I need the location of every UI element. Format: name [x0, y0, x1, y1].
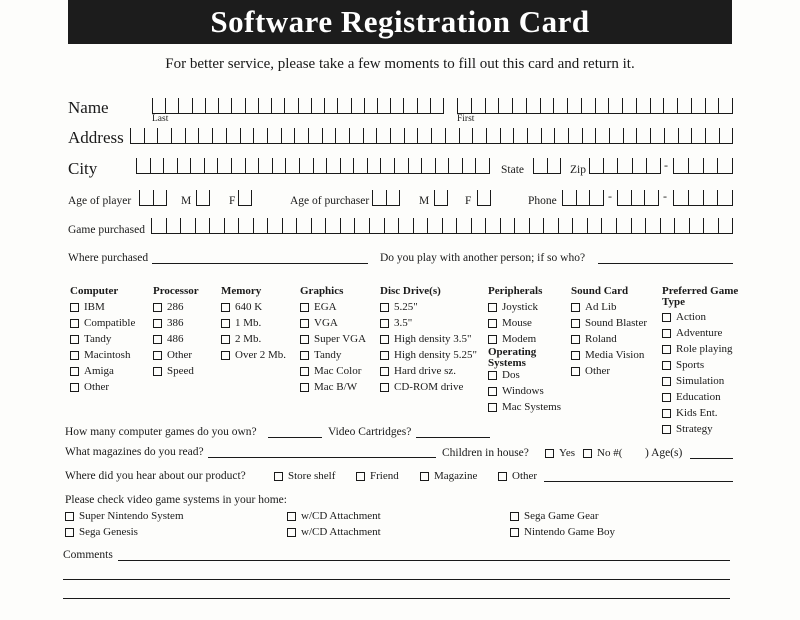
graphics-checkbox[interactable]	[300, 303, 309, 312]
graphics-option[interactable]	[300, 317, 338, 329]
snes-text: Super Nintendo System	[79, 510, 184, 522]
city-boxes[interactable]	[136, 158, 490, 174]
state-label: State	[501, 164, 524, 176]
disc-checkbox[interactable]	[380, 351, 389, 360]
hear-magazine[interactable]	[420, 470, 477, 482]
processor-heading: Processor	[153, 285, 199, 297]
disc-option-label: 3.5"	[394, 317, 413, 329]
processor-option[interactable]	[153, 333, 184, 345]
subtitle: For better service, please take a few moments to fill out this card and return it.	[165, 56, 635, 72]
store-shelf-text: Store shelf	[288, 470, 336, 482]
disc-option[interactable]	[380, 301, 418, 313]
peripherals-option[interactable]	[488, 301, 538, 313]
graphics-option[interactable]	[300, 301, 337, 313]
yes-text: Yes	[559, 447, 576, 459]
genre-checkbox[interactable]	[662, 329, 671, 338]
genre-checkbox[interactable]	[662, 393, 671, 402]
m2-box[interactable]	[434, 190, 448, 206]
processor-checkbox[interactable]	[153, 351, 162, 360]
sound-checkbox[interactable]	[571, 367, 580, 376]
disc-option[interactable]	[380, 349, 477, 361]
sound-option-label: Media Vision	[585, 349, 645, 361]
memory-option-label: 640 K	[235, 301, 263, 313]
processor-option-label: Speed	[167, 365, 194, 377]
processor-checkbox[interactable]	[153, 319, 162, 328]
memory-checkbox[interactable]	[221, 335, 230, 344]
computer-option[interactable]	[70, 301, 105, 313]
genre-checkbox[interactable]	[662, 313, 671, 322]
name-label: Name	[68, 98, 109, 117]
sound-checkbox[interactable]	[571, 351, 580, 360]
computer-option[interactable]	[70, 333, 111, 345]
yes-option[interactable]	[545, 447, 575, 459]
os-option-label: Windows	[502, 385, 544, 397]
zip-label: Zip	[570, 164, 586, 176]
play-with-label: Do you play with another person; if so who?	[380, 252, 586, 264]
hear-other-line[interactable]	[544, 481, 733, 482]
disc-option[interactable]	[380, 333, 472, 345]
sound-option[interactable]	[571, 317, 647, 329]
graphics-checkbox[interactable]	[300, 319, 309, 328]
genre-2-heading: Type	[662, 296, 686, 308]
genre-option-label: Action	[676, 311, 706, 323]
genre-option-label: Simulation	[676, 375, 725, 387]
cd1-text: w/CD Attachment	[301, 510, 381, 522]
graphics-heading: Graphics	[300, 285, 344, 297]
memory-option-label: 1 Mb.	[235, 317, 262, 329]
game-boy-text: Nintendo Game Boy	[524, 526, 616, 538]
processor-option-label: 286	[167, 301, 184, 313]
graphics-option-label: Super VGA	[314, 333, 367, 345]
genre-heading: Preferred Game	[662, 285, 739, 297]
memory-option[interactable]	[221, 349, 286, 361]
comments-label: Comments	[63, 549, 113, 561]
age-player-boxes[interactable]	[139, 190, 167, 206]
where-purchased-line[interactable]	[152, 263, 368, 264]
graphics-option[interactable]	[300, 333, 366, 345]
graphics-checkbox[interactable]	[300, 351, 309, 360]
genre-option-label: Role playing	[676, 343, 733, 355]
f2-label: F	[465, 195, 472, 207]
computer-option[interactable]	[70, 365, 114, 377]
disc-option-label: High density 5.25"	[394, 349, 478, 361]
no-checkbox[interactable]	[583, 449, 592, 458]
disc-option-label: High density 3.5"	[394, 333, 472, 345]
system-game-boy[interactable]	[510, 526, 615, 538]
magazines-label: What magazines do you read?	[65, 446, 204, 458]
genre-option[interactable]	[662, 391, 721, 403]
video-cart-line[interactable]	[416, 437, 490, 438]
sound-checkbox[interactable]	[571, 319, 580, 328]
graphics-checkbox[interactable]	[300, 383, 309, 392]
os-option-label: Mac Systems	[502, 401, 561, 413]
os-option[interactable]	[488, 385, 544, 397]
memory-heading: Memory	[221, 285, 262, 297]
sound-option-label: Ad Lib	[585, 301, 617, 313]
peripherals-option-label: Joystick	[502, 301, 539, 313]
disc-checkbox[interactable]	[380, 319, 389, 328]
address-boxes[interactable]	[130, 128, 733, 144]
game-gear-checkbox[interactable]	[510, 512, 519, 521]
check-systems-label: Please check video game systems in your home:	[65, 494, 287, 506]
m2-label: M	[419, 195, 430, 207]
disc-checkbox[interactable]	[380, 303, 389, 312]
genre-option[interactable]	[662, 311, 706, 323]
computer-option-label: Amiga	[84, 365, 114, 377]
disc-option-label: CD-ROM drive	[394, 381, 464, 393]
memory-checkbox[interactable]	[221, 319, 230, 328]
graphics-checkbox[interactable]	[300, 335, 309, 344]
magazine-text: Magazine	[434, 470, 478, 482]
graphics-option-label: Mac Color	[314, 365, 362, 377]
magazines-line[interactable]	[208, 457, 436, 458]
disc-option-label: Hard drive sz.	[394, 365, 457, 377]
computer-checkbox[interactable]	[70, 335, 79, 344]
age-purchaser-label: Age of purchaser	[290, 195, 370, 207]
memory-checkbox[interactable]	[221, 351, 230, 360]
play-with-line[interactable]	[598, 263, 733, 264]
processor-checkbox[interactable]	[153, 367, 162, 376]
memory-option[interactable]	[221, 317, 261, 329]
os-2-heading: Systems	[488, 357, 526, 369]
hear-store-shelf[interactable]	[274, 470, 335, 482]
sound-option-label: Other	[585, 365, 611, 377]
store-shelf-checkbox[interactable]	[274, 472, 283, 481]
game-gear-text: Sega Game Gear	[524, 510, 599, 522]
no-text: No #(	[597, 447, 623, 459]
f-label: F	[229, 195, 236, 207]
phone-area-boxes[interactable]	[562, 190, 604, 206]
title-banner: Software Registration Card	[68, 0, 732, 44]
no-option[interactable]	[583, 447, 622, 459]
first-name-boxes[interactable]	[457, 98, 733, 114]
last-name-boxes[interactable]	[152, 98, 444, 114]
disc-option-label: 5.25"	[394, 301, 418, 313]
processor-option[interactable]	[153, 349, 192, 361]
computer-option-label: IBM	[84, 301, 105, 313]
m-label: M	[181, 195, 192, 207]
zip-boxes[interactable]	[589, 158, 661, 174]
os-option-label: Dos	[502, 369, 520, 381]
os-heading: Operating	[488, 346, 537, 358]
genre-option[interactable]	[662, 327, 722, 339]
graphics-option-label: Tandy	[314, 349, 342, 361]
system-snes[interactable]	[65, 510, 184, 522]
system-cd-2[interactable]	[287, 526, 381, 538]
comments-line-2[interactable]	[63, 579, 730, 580]
game-purchased-label: Game purchased	[68, 224, 145, 236]
processor-checkbox[interactable]	[153, 335, 162, 344]
computer-checkbox[interactable]	[70, 303, 79, 312]
peripherals-heading: Peripherals	[488, 285, 543, 297]
how-many-line[interactable]	[268, 437, 322, 438]
genesis-checkbox[interactable]	[65, 528, 74, 537]
other-text: Other	[512, 470, 538, 482]
age-purchaser-boxes[interactable]	[372, 190, 400, 206]
computer-checkbox[interactable]	[70, 351, 79, 360]
peripherals-option-label: Mouse	[502, 317, 532, 329]
memory-option-label: Over 2 Mb.	[235, 349, 287, 361]
processor-option-label: 386	[167, 317, 184, 329]
children-label: Children in house?	[442, 447, 529, 459]
sound-checkbox[interactable]	[571, 335, 580, 344]
processor-checkbox[interactable]	[153, 303, 162, 312]
peripherals-option-label: Modem	[502, 333, 537, 345]
computer-heading: Computer	[70, 285, 119, 297]
os-checkbox[interactable]	[488, 403, 497, 412]
system-genesis[interactable]	[65, 526, 138, 538]
phone-label: Phone	[528, 195, 557, 207]
memory-checkbox[interactable]	[221, 303, 230, 312]
sound-option[interactable]	[571, 333, 617, 345]
city-label: City	[68, 159, 98, 178]
cd2-checkbox[interactable]	[287, 528, 296, 537]
os-checkbox[interactable]	[488, 371, 497, 380]
graphics-option[interactable]	[300, 381, 357, 393]
sound-checkbox[interactable]	[571, 303, 580, 312]
memory-option[interactable]	[221, 301, 262, 313]
processor-option-label: Other	[167, 349, 193, 361]
where-purchased-label: Where purchased	[68, 252, 149, 264]
age-player-label: Age of player	[68, 195, 132, 207]
genre-option-label: Adventure	[676, 327, 723, 339]
memory-option[interactable]	[221, 333, 261, 345]
processor-option[interactable]	[153, 365, 194, 377]
genre-option-label: Kids Ent.	[676, 407, 718, 419]
genre-option[interactable]	[662, 359, 704, 371]
genre-checkbox[interactable]	[662, 361, 671, 370]
graphics-option[interactable]	[300, 349, 341, 361]
video-cart-label: Video Cartridges?	[328, 426, 412, 438]
genre-checkbox[interactable]	[662, 345, 671, 354]
hear-label: Where did you hear about our product?	[65, 470, 246, 482]
comments-line-1[interactable]	[118, 560, 730, 561]
address-label: Address	[68, 128, 124, 147]
genre-option[interactable]	[662, 423, 713, 435]
computer-option[interactable]	[70, 317, 135, 329]
graphics-option-label: EGA	[314, 301, 337, 313]
peripherals-checkbox[interactable]	[488, 319, 497, 328]
sound-heading: Sound Card	[571, 285, 629, 297]
hear-friend[interactable]	[356, 470, 399, 482]
computer-option-label: Compatible	[84, 317, 136, 329]
graphics-checkbox[interactable]	[300, 367, 309, 376]
ages-label: ) Age(s)	[645, 447, 683, 459]
graphics-option-label: Mac B/W	[314, 381, 358, 393]
genre-checkbox[interactable]	[662, 425, 671, 434]
os-option[interactable]	[488, 401, 561, 413]
how-many-label: How many computer games do you own?	[65, 426, 257, 438]
genesis-text: Sega Genesis	[79, 526, 138, 538]
phone-prefix-boxes[interactable]	[617, 190, 659, 206]
genre-option[interactable]	[662, 375, 724, 387]
phone-line-boxes[interactable]	[673, 190, 733, 206]
disc-checkbox[interactable]	[380, 383, 389, 392]
cd1-checkbox[interactable]	[287, 512, 296, 521]
peripherals-option[interactable]	[488, 333, 536, 345]
sound-option[interactable]	[571, 301, 616, 313]
sound-option-label: Sound Blaster	[585, 317, 648, 329]
disc-heading: Disc Drive(s)	[380, 285, 441, 297]
friend-text: Friend	[370, 470, 399, 482]
f-box[interactable]	[238, 190, 252, 206]
genre-option[interactable]	[662, 407, 718, 419]
state-boxes[interactable]	[533, 158, 561, 174]
computer-option-label: Other	[84, 381, 110, 393]
magazine-checkbox[interactable]	[420, 472, 429, 481]
zip-dash: -	[664, 158, 668, 172]
graphics-option-label: VGA	[314, 317, 338, 329]
snes-checkbox[interactable]	[65, 512, 74, 521]
disc-checkbox[interactable]	[380, 335, 389, 344]
comments-line-3[interactable]	[63, 598, 730, 599]
processor-option-label: 486	[167, 333, 184, 345]
graphics-option[interactable]	[300, 365, 361, 377]
computer-checkbox[interactable]	[70, 367, 79, 376]
friend-checkbox[interactable]	[356, 472, 365, 481]
other-checkbox[interactable]	[498, 472, 507, 481]
sound-option[interactable]	[571, 349, 644, 361]
computer-checkbox[interactable]	[70, 383, 79, 392]
os-option[interactable]	[488, 369, 520, 381]
cd2-text: w/CD Attachment	[301, 526, 381, 538]
genre-option-label: Education	[676, 391, 721, 403]
disc-option[interactable]	[380, 317, 412, 329]
f2-box[interactable]	[477, 190, 491, 206]
sound-option-label: Roland	[585, 333, 617, 345]
zip4-boxes[interactable]	[673, 158, 733, 174]
os-checkbox[interactable]	[488, 387, 497, 396]
phone-dash-2: -	[663, 189, 667, 203]
peripherals-checkbox[interactable]	[488, 303, 497, 312]
phone-dash-1: -	[608, 189, 612, 203]
hear-other[interactable]	[498, 470, 537, 482]
memory-option-label: 2 Mb.	[235, 333, 262, 345]
m-box[interactable]	[196, 190, 210, 206]
disc-option[interactable]	[380, 365, 456, 377]
genre-option-label: Sports	[676, 359, 705, 371]
peripherals-checkbox[interactable]	[488, 335, 497, 344]
genre-checkbox[interactable]	[662, 409, 671, 418]
last-label: Last	[152, 114, 169, 124]
system-game-gear[interactable]	[510, 510, 599, 522]
first-label: First	[457, 114, 475, 124]
peripherals-option[interactable]	[488, 317, 532, 329]
processor-option[interactable]	[153, 317, 184, 329]
genre-checkbox[interactable]	[662, 377, 671, 386]
game-boy-checkbox[interactable]	[510, 528, 519, 537]
computer-option[interactable]	[70, 349, 130, 361]
computer-option-label: Macintosh	[84, 349, 131, 361]
ages-line[interactable]	[690, 458, 733, 459]
game-purchased-boxes[interactable]	[151, 218, 733, 234]
sound-option[interactable]	[571, 365, 610, 377]
computer-checkbox[interactable]	[70, 319, 79, 328]
computer-option[interactable]	[70, 381, 109, 393]
computer-option-label: Tandy	[84, 333, 112, 345]
processor-option[interactable]	[153, 301, 184, 313]
genre-option-label: Strategy	[676, 423, 713, 435]
disc-option[interactable]	[380, 381, 463, 393]
yes-checkbox[interactable]	[545, 449, 554, 458]
system-cd-1[interactable]	[287, 510, 381, 522]
genre-option[interactable]	[662, 343, 733, 355]
disc-checkbox[interactable]	[380, 367, 389, 376]
